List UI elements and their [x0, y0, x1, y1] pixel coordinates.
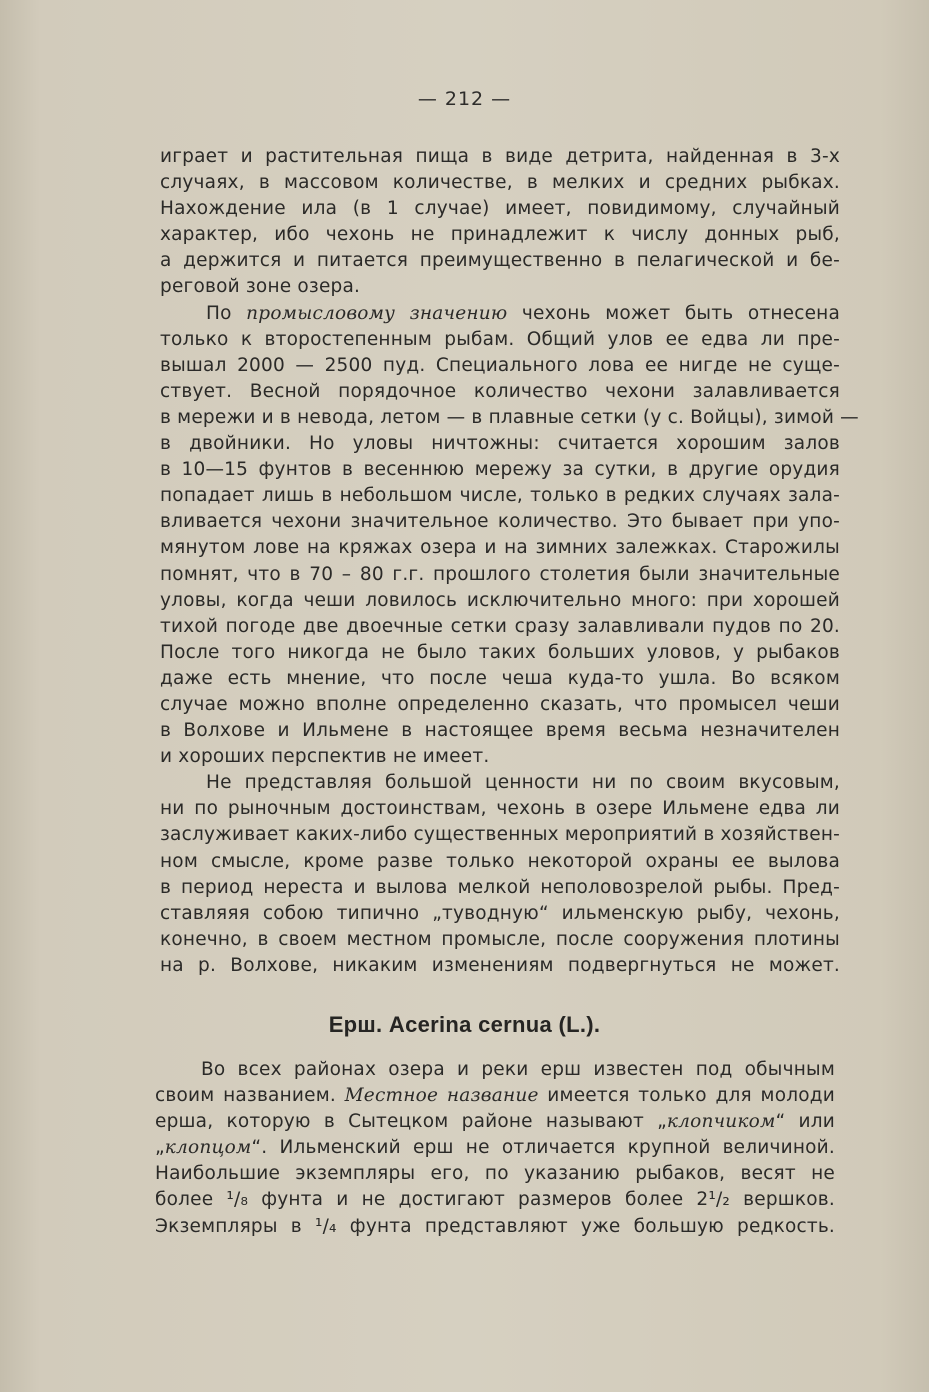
section-heading: Ерш. Acerina cernua (L.).	[328, 1012, 601, 1037]
paragraph-1	[160, 144, 840, 301]
text-run: „	[155, 1137, 165, 1159]
text-line: реговой зоне озера.	[160, 276, 361, 298]
text-line: ствует. Весной порядочное количество чехони залавливается	[160, 380, 840, 402]
text-line: тихой погоде две двоечные сетки сразу залавливали пудов по 20.	[160, 615, 840, 637]
text-line	[155, 1109, 835, 1135]
text-run: ерша, которую в Сытецком районе называют „	[155, 1111, 667, 1133]
text-run: По	[206, 302, 247, 324]
italic-term: клопцом	[164, 1137, 252, 1159]
text-line: Наибольшие экземпляры его, по указанию рыбаков, весят не	[155, 1163, 835, 1185]
text-run: чехонь может быть отнесена	[507, 302, 840, 324]
text-run: “. Ильменский ерш не отличается крупной величиной.	[251, 1137, 835, 1159]
text-line: а держится и питается преимущественно в пелагической и бе-	[160, 250, 840, 272]
italic-term: Местное название	[344, 1085, 539, 1107]
text-line: заслуживает каких-либо существенных мероприятий в хозяйствен-	[160, 824, 840, 846]
paragraph-3	[160, 770, 840, 979]
text-line: играет и растительная пища в виде детрита, найденная в 3-х	[160, 146, 840, 167]
text-line: вышал 2000 — 2500 пуд. Специального лова ее нигде не суще-	[160, 354, 840, 376]
text-line	[155, 1083, 835, 1109]
italic-term: клопчиком	[666, 1111, 776, 1133]
text-line: Во всех районах озера и реки ерш известен под обычным	[201, 1059, 835, 1080]
text-line: ном смысле, кроме разве только некоторой охраны ее вылова	[160, 850, 840, 872]
text-line: и хороших перспектив не имеет.	[160, 746, 490, 768]
text-line: случаях, в массовом количестве, в мелких и средних рыбках.	[160, 172, 840, 194]
text-line: Нахождение ила (в 1 случае) имеет, повидимому, случайный	[160, 198, 840, 220]
text-line: случае можно вполне определенно сказать, что промысел чеши	[160, 693, 840, 715]
text-run: имеется только для молоди	[538, 1085, 835, 1107]
text-line: уловы, когда чеши ловилось исключительно много: при хорошей	[160, 589, 840, 611]
text-line: ставляяя собою типично „туводную“ ильменскую рыбу, чехонь,	[160, 902, 840, 924]
paragraph-2	[160, 301, 859, 771]
text-line: характер, ибо чехонь не принадлежит к числу донных рыб,	[160, 224, 840, 246]
text-line: даже есть мнение, что после чеша куда-то ушла. Во всяком	[160, 667, 840, 689]
paragraph-4	[155, 1057, 835, 1240]
text-line: в мережи и в невода, летом — в плавные сетки (у с. Войцы), зимой —	[160, 406, 859, 428]
text-line: После того никогда не было таких больших уловов, у рыбаков	[160, 641, 840, 663]
section-ruff-text	[155, 1057, 835, 1240]
text-line	[160, 301, 840, 327]
text-line: только к второстепенным рыбам. Общий улов ее едва ли пре-	[160, 328, 840, 350]
text-line: в Волхове и Ильмене в настоящее время весьма незначителен	[160, 720, 840, 742]
text-line: Не представляя большой ценности ни по своим вкусовым,	[206, 772, 840, 794]
text-line: вливается чехони значительное количество. Это бывает при упо-	[160, 511, 840, 533]
text-run: “ или	[775, 1111, 835, 1133]
text-line	[155, 1135, 835, 1161]
main-text	[160, 144, 859, 979]
text-line: попадает лишь в небольшом числе, только в редких случаях зала-	[160, 485, 840, 507]
text-line: на р. Волхове, никаким изменениям подвергнуться не может.	[160, 954, 840, 976]
italic-term: промысловому значению	[246, 302, 508, 324]
text-line: в период нереста и вылова мелкой неполовозрелой рыбы. Пред-	[160, 876, 840, 898]
text-line: Экземпляры в ¹/₄ фунта представляют уже большую редкость.	[155, 1215, 835, 1237]
text-line: помнят, что в 70 – 80 г.г. прошлого столетия были значительные	[160, 563, 840, 585]
text-line: в 10—15 фунтов в весеннюю мережу за сутки, в другие орудия	[160, 459, 840, 481]
text-line: конечно, в своем местном промысле, после сооружения плотины	[160, 928, 840, 950]
text-run: своим названием.	[155, 1085, 345, 1107]
text-line: более ¹/₈ фунта и не достигают размеров более 2¹/₂ вершков.	[155, 1189, 835, 1211]
page-number: — 212 —	[417, 88, 512, 110]
text-line: ни по рыночным достоинствам, чехонь в озере Ильмене едва ли	[160, 798, 840, 820]
text-line: мянутом лове на кряжах озера и на зимних залежках. Старожилы	[160, 537, 840, 559]
text-line: в двойники. Но уловы ничтожны: считается хорошим залов	[160, 433, 840, 455]
